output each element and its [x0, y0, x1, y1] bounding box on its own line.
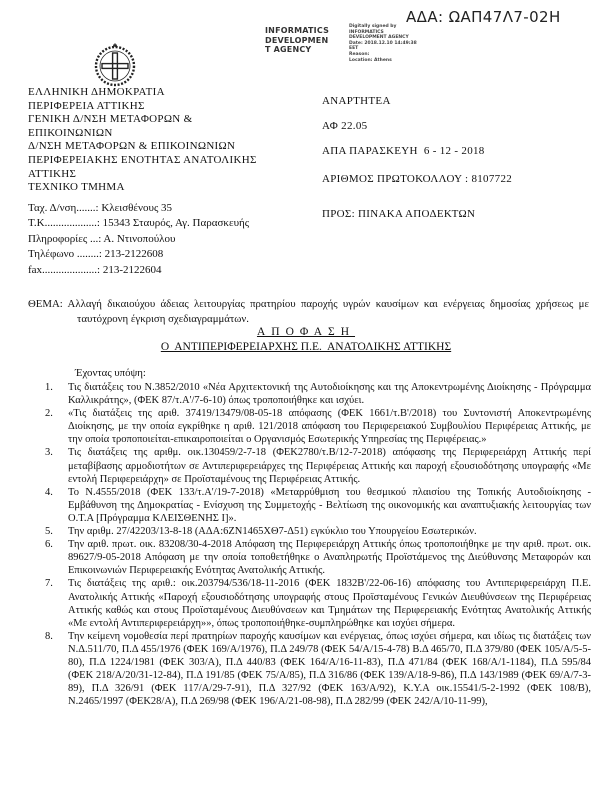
decision-title: ΑΠΟΦΑΣΗ — [256, 326, 356, 338]
consideration-number: 5. — [45, 526, 53, 538]
consideration-item — [45, 525, 591, 538]
consideration-text: Τις διατάξεις της αριθμ. οικ.130459/2-7-18 (ΦΕΚ2780/τ.Β/12-7-2018) απόφασης της Περιφερειάρχη Αττικής περί μεταβίβασης αρμοδιοτήτων σε Αντιπεριφερειάρχες της Περιφέρειας Αττικής και παροχή εξουσιοδότησης υπογραφής «Με εντολή Περιφερειάρχη» σε Προϊσταμένους της Περιφέρειας Αττικής. — [68, 447, 591, 485]
contact-label: Τηλέφωνο ........: — [28, 248, 102, 261]
consideration-number: 6. — [45, 539, 53, 551]
issuer-line: ΠΕΡΙΦΕΡΕΙΑ ΑΤΤΙΚΗΣ — [28, 99, 145, 112]
contact-label: Πληροφορίες ...: — [28, 232, 102, 245]
signature-detail-line: Reason: — [349, 51, 370, 57]
signature-agency-line: T AGENCY — [265, 45, 312, 54]
issuer-line: ΠΕΡΙΦΕΡΕΙΑΚΗΣ ΕΝΟΤΗΤΑΣ ΑΝΑΤΟΛΙΚΗΣ ΑΤΤΙΚΗΣ — [28, 153, 257, 180]
issuer-block — [28, 86, 280, 195]
consideration-item — [45, 630, 591, 709]
contact-row — [28, 263, 249, 278]
signature-detail-line: INFORMATICS — [349, 29, 384, 35]
consideration-text: Τις διατάξεις της αριθ.: οικ.203794/536/18-11-2016 (ΦΕΚ 1832Β'/22-06-16) απόφασης του Αντιπεριφερειάρχη Π.Ε. Ανατολικής Αττικής «Παροχή εξουσιοδότησης υπογραφής στους Προϊσταμένους Γενικών Διευθύνσεων της Περιφέρειας Αττικής καθώς και στους Προϊσταμένους Διευθύνσεων και Τμημάτων της Περιφερειακής Ενότητας Ανατολικής Αττικής «Με εντολή Αντιπεριφερειάρχη»», όπως τροποποιήθηκε-συμπληρώθηκε και ισχύει σήμερα. — [68, 578, 591, 629]
consideration-text: Την κείμενη νομοθεσία περί πρατηρίων παροχής καυσίμων και ενέργειας, όπως ισχύει σήμερα, και ιδίως τις διατάξεις των Ν.Δ.511/70, Π.Δ 455/1976 (ΦΕΚ 169/Α/1976), Π.Δ 249/78 (ΦΕΚ 54/Α/15-4-78) Β.Δ 465/70, Π.Δ 379/80 (ΦΕΚ 105/Α/5-5-80), Π.Δ 1224/1981 (ΦΕΚ 303/Α), Π.Δ 440/83 (ΦΕΚ 164/Α/16-11-83), Π.Δ 471/84 (ΦΕΚ 168/Α/1-1184), Π.Δ 595/84 (ΦΕΚ 218/Α/20/31-12-84), Π.Δ 191/85 (ΦΕΚ 75/Α/85), Π.Δ 316/86 (ΦΕΚ 139/Α/18-9-86), Π.Δ 143/1989 (ΦΕΚ 69/Α/7-3-89), Π.Δ 326/91 (ΦΕΚ 117/Α/29-7-91), Π.Δ 327/92 (ΦΕΚ 163/Α/92), Κ.Υ.Α οικ.15541/5-2-1992 (ΦΕΚ 108/Β), Ν.2465/1997 (ΦΕΚ28/Α), Π.Δ 269/98 (ΦΕΚ 196/Α/21-08-98), Π.Δ 282/99 (ΦΕΚ 242/Α/10-11-99), — [68, 630, 591, 708]
signature-detail-line: Digitally signed by — [349, 24, 397, 29]
protocol-number-line: ΑΡΙΘΜΟΣ ΠΡΩΤΟΚΟΛΛΟΥ : 8107722 — [322, 173, 513, 185]
subject-label: ΘΕΜΑ: — [28, 298, 63, 310]
signature-detail-line: Date: 2018.12.10 14:49:38 — [349, 40, 417, 46]
contact-value: 213-2122608 — [101, 248, 164, 261]
consideration-item — [45, 446, 591, 485]
recipient-line: ΠΡΟΣ: ΠΙΝΑΚΑ ΑΠΟΔΕΚΤΩΝ — [322, 208, 476, 220]
contact-label: Ταχ. Δ/νση.......: — [28, 202, 99, 214]
contact-value: 213-2122604 — [100, 263, 162, 276]
issuer-line: ΓΕΝΙΚΗ Δ/ΝΣΗ ΜΕΤΑΦΟΡΩΝ & ΕΠΙΚΟΙΝΩΝΙΩΝ — [28, 113, 193, 139]
ada-code: ΑΔΑ: ΩΑΠ47Λ7-02Η — [406, 8, 561, 26]
contact-value: Α. Ντινοπούλου — [101, 232, 176, 245]
signature-agency-line: INFORMATICS — [265, 26, 330, 35]
consideration-item — [45, 407, 591, 446]
issuer-line: ΕΛΛΗΝΙΚΗ ΔΗΜΟΚΡΑΤΙΑ — [28, 86, 165, 98]
subject-paragraph — [28, 297, 589, 327]
contact-row — [28, 247, 249, 262]
issuer-line: ΤΕΧΝΙΚΟ ΤΜΗΜΑ — [28, 181, 125, 194]
consideration-number: 8. — [45, 630, 53, 642]
considerations-list — [45, 381, 591, 708]
signature-detail-line: EET — [349, 46, 359, 52]
signature-detail-line: DEVELOPMENT AGENCY — [349, 35, 409, 41]
anartitea-label: ΑΝΑΡΤΗΤΕΑ — [322, 95, 391, 107]
consideration-text: Τις διατάξεις του Ν.3852/2010 «Νέα Αρχιτεκτονική της Αυτοδιοίκησης και της Αποκεντρωμένης Διοίκησης - Πρόγραμμα Καλλικράτης», (ΦΕΚ 87/τ.Α'/7-6-10) όπως τροποποιήθηκε και ισχύει. — [68, 382, 591, 407]
issuer-line: Δ/ΝΣΗ ΜΕΤΑΦΟΡΩΝ & ΕΠΙΚΟΙΝΩΝΙΩΝ — [28, 140, 236, 153]
consideration-text: Την αριθμ. 27/42203/13-8-18 (ΑΔΑ:6ΖΝ1465ΧΘ7-Δ51) εγκύκλιο του Υπουργείου Εσωτερικών. — [68, 526, 477, 538]
consideration-item — [45, 538, 591, 577]
contact-row — [28, 232, 249, 247]
consideration-number: 4. — [45, 486, 53, 498]
greek-emblem-icon — [92, 43, 138, 89]
consideration-text: Το Ν.4555/2018 (ΦΕΚ 133/τ.Α'/19-7-2018) «Μεταρρύθμιση του θεσμικού πλαισίου της Τοπικής Αυτοδιοίκησης - Εμβάθυνση της Δημοκρατίας - Ενίσχυση της Συμμετοχής - Βελτίωση της οικονομικής και αναπτυξιακής λειτουργίας των Ο.Τ.Α [Πρόγραμμα ΚΛΕΙΣΘΕΝΗΣ Ι]». — [68, 486, 591, 524]
consideration-number: 1. — [45, 382, 53, 393]
consideration-item — [45, 577, 591, 629]
subject-text: Αλλαγή δικαιούχου άδειας λειτουργίας πρατηρίου παροχής υγρών καυσίμων και ενέργειας δημοσίας χρήσεως με ταυτόχρονη έγκριση σχεδιαγραμμάτων. — [67, 298, 589, 325]
preamble: Έχοντας υπόψη: — [75, 367, 146, 379]
contact-block — [28, 201, 249, 278]
contact-label: fax....................: — [28, 263, 101, 276]
contact-label: Τ.Κ...................: — [28, 217, 100, 230]
place-date-line: ΑΠΑ ΠΑΡΑΣΚΕΥΗ 6 - 12 - 2018 — [322, 145, 485, 157]
consideration-number: 2. — [45, 408, 53, 420]
file-reference: ΑΦ 22.05 — [322, 120, 368, 132]
digital-signature-details — [349, 24, 464, 63]
signature-agency-line: DEVELOPMEN — [265, 35, 329, 45]
contact-row — [28, 216, 249, 231]
consideration-item — [45, 381, 591, 407]
consideration-number: 3. — [45, 447, 53, 459]
digital-signature-agency — [265, 26, 351, 55]
consideration-text: Την αριθ. πρωτ. οικ. 83208/30-4-2018 Απόφαση της Περιφερειάρχη Αττικής όπως τροποποιήθηκε με την αριθ. πρωτ. οικ. 89627/9-05-2018 Απόφαση με την οποία τοποθετήθηκε ο Αναπληρωτής Προϊστάμενος της Διεύθυνσης Μεταφορών και Επικοινωνιών Περιφερειακής Ενότητας Ανατολικής Αττικής. — [68, 539, 591, 577]
consideration-text: «Τις διατάξεις της αριθ. 37419/13479/08-05-18 απόφασης (ΦΕΚ 1661/τ.Β'/2018) του Συντονιστή Αποκεντρωμένης Διοίκησης, με την οποία εγκρίθηκε η αριθ. 121/2018 απόφαση του Περιφερειακού Συμβουλίου Περιφέρειας Αττικής, με την οποία τροποποιείται-επικαιροποιείται ο Οργανισμός Εσωτερικής Υπηρεσίας της Περιφέρειας.» — [68, 408, 591, 446]
consideration-item — [45, 486, 591, 525]
contact-value: Κλεισθένους 35 — [98, 202, 173, 214]
decision-issuer-title: Ο ΑΝΤΙΠΕΡΙΦΕΡΕΙΑΡΧΗΣ Π.Ε. ΑΝΑΤΟΛΙΚΗΣ ΑΤΤΙΚΗΣ — [160, 341, 452, 353]
consideration-number: 7. — [45, 578, 53, 590]
contact-row — [28, 201, 249, 216]
contact-value: 15343 Σταυρός, Αγ. Παρασκευής — [99, 217, 250, 230]
signature-detail-line: Location: Athens — [349, 57, 392, 63]
